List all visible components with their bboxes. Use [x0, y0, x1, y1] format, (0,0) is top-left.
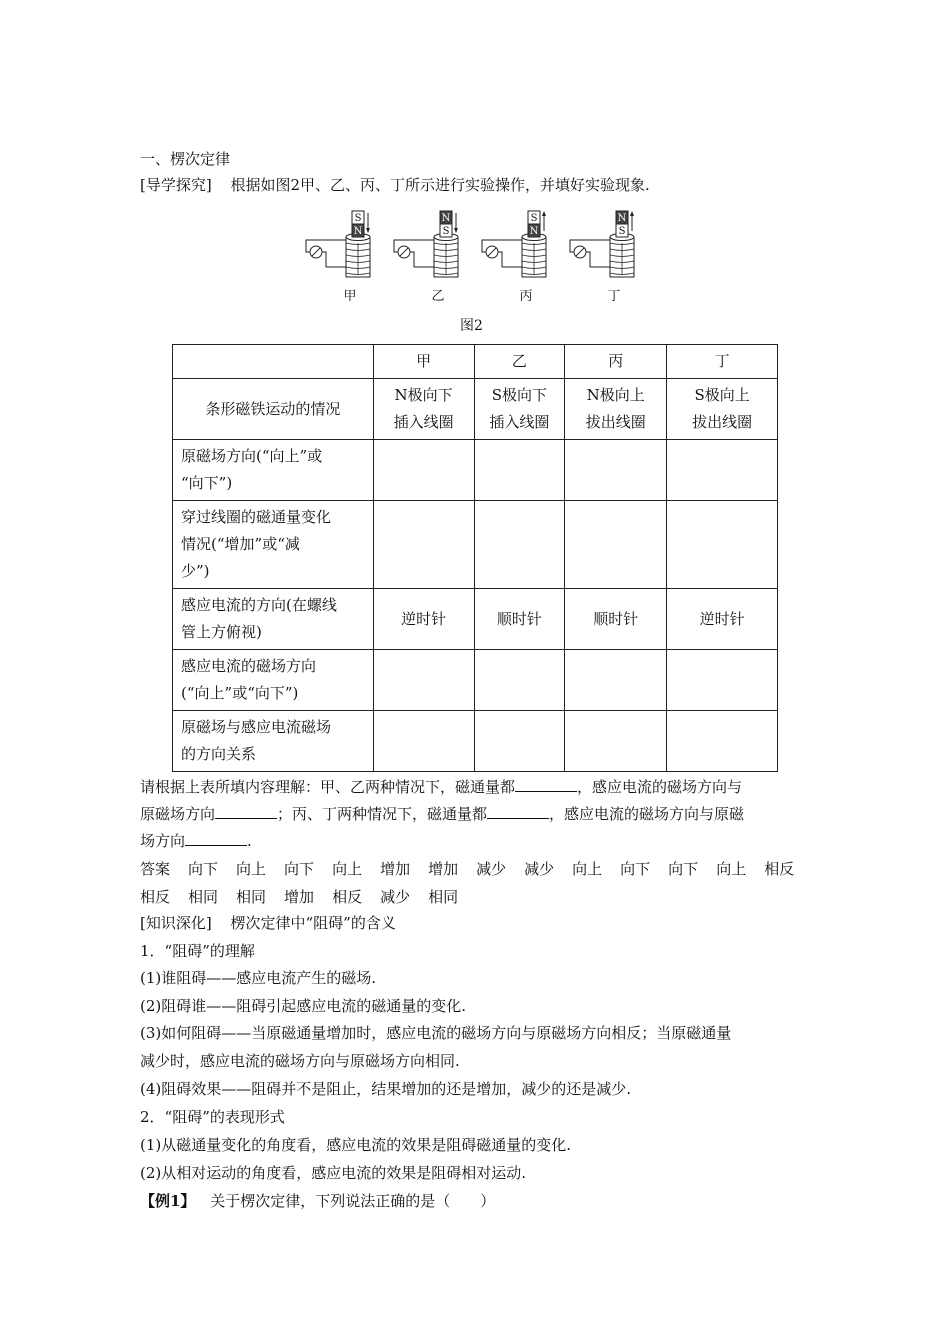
question-text: 场方向: [140, 832, 186, 850]
cell-line: 插入线圈: [489, 413, 550, 431]
header-cell: [173, 345, 374, 379]
cell-line: 情况(“增加”或“减: [181, 535, 300, 553]
cell-line: 拔出线圈: [585, 413, 646, 431]
question-text: ，感应电流的磁场方向与原磁: [549, 805, 745, 823]
answer-item: 向上: [332, 860, 363, 878]
cell-line: 感应电流的方向(在螺线: [181, 596, 337, 614]
question-text: .: [247, 832, 252, 850]
table-row: [173, 501, 778, 589]
question-line-1: [140, 776, 742, 798]
cell-line: 穿过线圈的磁通量变化: [181, 508, 332, 526]
cell-line: 感应电流的磁场方向: [181, 657, 317, 675]
row-label: [173, 501, 374, 589]
deepen-line: [140, 912, 396, 934]
answer-item: 向下: [188, 860, 219, 878]
answer-item: 相同: [428, 888, 459, 906]
magnet-pole-label: S: [618, 226, 626, 237]
answer-item: 向上: [236, 860, 267, 878]
table-cell[interactable]: [565, 650, 667, 711]
panel-label: 甲: [343, 289, 357, 304]
answer-item: 相反: [764, 860, 795, 878]
arrow-head-icon: [542, 211, 546, 216]
example-line: [140, 1190, 495, 1212]
point-text: (1)谁阻碍——感应电流产生的磁场.: [140, 969, 377, 987]
experiment-svg: [300, 205, 650, 305]
example-tag: 【例1】: [140, 1192, 196, 1210]
answer-item: 相反: [140, 888, 171, 906]
answer-item: 相同: [188, 888, 219, 906]
cell-line: (“向上”或“向下”): [181, 684, 299, 702]
answer-item: 相反: [332, 888, 363, 906]
header-cell: 乙: [474, 345, 565, 379]
header-cell: 甲: [373, 345, 474, 379]
table-row: [173, 589, 778, 650]
table-cell: 逆时针: [667, 589, 778, 650]
magnet-pole-label: N: [617, 213, 627, 224]
answer-item: 减少: [380, 888, 411, 906]
table-cell[interactable]: [565, 501, 667, 589]
table-row: [173, 650, 778, 711]
table-row: [173, 440, 778, 501]
question-text: ，感应电流的磁场方向与: [577, 778, 743, 796]
row-label: [173, 711, 374, 772]
point-text: (3)如何阻碍——当原磁通量增加时，感应电流的磁场方向与原磁场方向相反；当原磁通量: [140, 1024, 732, 1042]
answer-item: 向上: [716, 860, 747, 878]
table-cell[interactable]: [373, 650, 474, 711]
point-text: (4)阻碍效果——阻碍并不是阻止，结果增加的还是增加，减少的还是减少.: [140, 1080, 632, 1098]
question-line-2: [140, 803, 744, 825]
cell-line: “向下”): [181, 474, 233, 492]
magnet-pole-label: S: [354, 213, 362, 224]
cell-line: 少”): [181, 562, 210, 580]
table-header-row: [173, 345, 778, 379]
table-cell[interactable]: [565, 711, 667, 772]
answer-block: [140, 855, 820, 911]
row-label: 条形磁铁运动的情况: [173, 379, 374, 440]
magnet-pole-label: N: [529, 226, 539, 237]
table-cell: [373, 379, 474, 440]
table-cell[interactable]: [667, 650, 778, 711]
table-cell[interactable]: [474, 501, 565, 589]
table-cell[interactable]: [373, 711, 474, 772]
panel-label: 丙: [519, 289, 533, 304]
table-cell: [565, 379, 667, 440]
point-text: (2)从相对运动的角度看，感应电流的效果是阻碍相对运动.: [140, 1164, 527, 1182]
cell-line: N极向上: [586, 386, 645, 404]
table-cell[interactable]: [667, 711, 778, 772]
example-text: 关于楞次定律，下列说法正确的是（ ）: [210, 1192, 496, 1210]
cell-line: 原磁场与感应电流磁场: [181, 718, 332, 736]
magnet-pole-label: S: [442, 226, 450, 237]
cell-line: 插入线圈: [393, 413, 454, 431]
table-cell[interactable]: [373, 440, 474, 501]
answer-item: 向下: [284, 860, 315, 878]
answer-item: 相同: [236, 888, 267, 906]
deepen-tag: [知识深化]: [140, 914, 212, 932]
table-cell[interactable]: [667, 501, 778, 589]
point-text: (2)阻碍谁——阻碍引起感应电流的磁通量的变化.: [140, 997, 467, 1015]
table-cell[interactable]: [667, 440, 778, 501]
table-cell: 顺时针: [565, 589, 667, 650]
arrow-head-icon: [454, 228, 458, 233]
table-cell: [474, 379, 565, 440]
wire: [322, 252, 346, 267]
wire: [586, 252, 610, 267]
row-label: [173, 589, 374, 650]
blank[interactable]: [215, 804, 277, 819]
table-cell[interactable]: [373, 501, 474, 589]
cell-line: 的方向关系: [181, 745, 257, 763]
guide-line: [140, 174, 650, 196]
point-text: 减少时，感应电流的磁场方向与原磁场方向相同.: [140, 1052, 460, 1070]
table-cell: 逆时针: [373, 589, 474, 650]
experiment-table: [172, 344, 778, 772]
figure-caption: 图2: [460, 318, 483, 334]
experiment-figure: [300, 205, 650, 305]
answer-item: 减少: [476, 860, 507, 878]
answer-item: 增加: [428, 860, 459, 878]
wire: [410, 252, 434, 267]
point-text: (1)从磁通量变化的角度看，感应电流的效果是阻碍磁通量的变化.: [140, 1136, 572, 1154]
table-cell: 顺时针: [474, 589, 565, 650]
panel-label: 乙: [431, 289, 445, 304]
deepen-text: 楞次定律中“阻碍”的含义: [230, 914, 396, 932]
answer-item: 增加: [380, 860, 411, 878]
wire: [498, 252, 522, 267]
question-text: ；丙、丁两种情况下，磁通量都: [277, 805, 488, 823]
header-cell: 丁: [667, 345, 778, 379]
point-heading-1: 1．“阻碍”的理解: [140, 942, 255, 960]
answer-item: 减少: [524, 860, 555, 878]
blank[interactable]: [515, 777, 577, 792]
answer-item: 向下: [668, 860, 699, 878]
guide-text: 根据如图2甲、乙、丙、丁所示进行实验操作，并填好实验现象.: [230, 176, 650, 194]
answer-item: 向下: [620, 860, 651, 878]
blank[interactable]: [185, 831, 247, 846]
cell-line: S极向下: [491, 386, 548, 404]
table-cell: [667, 379, 778, 440]
question-text: 原磁场方向: [140, 805, 216, 823]
question-text: 请根据上表所填内容理解：甲、乙两种情况下，磁通量都: [140, 778, 516, 796]
point-heading-2: 2．“阻碍”的表现形式: [140, 1108, 285, 1126]
table-row: [173, 711, 778, 772]
cell-line: N极向下: [394, 386, 453, 404]
table-cell[interactable]: [474, 440, 565, 501]
section-title: 一、楞次定律: [140, 150, 231, 168]
table-cell[interactable]: [474, 711, 565, 772]
magnet-pole-label: N: [353, 226, 363, 237]
answer-item: 增加: [284, 888, 315, 906]
table-cell[interactable]: [565, 440, 667, 501]
cell-line: 原磁场方向(“向上”或: [181, 447, 323, 465]
cell-line: 拔出线圈: [692, 413, 753, 431]
blank[interactable]: [487, 804, 549, 819]
magnet-pole-label: S: [530, 213, 538, 224]
header-cell: 丙: [565, 345, 667, 379]
row-label: [173, 650, 374, 711]
cell-line: S极向上: [694, 386, 750, 404]
answer-item: 向上: [572, 860, 603, 878]
arrow-head-icon: [366, 228, 370, 233]
arrow-head-icon: [630, 211, 634, 216]
cell-line: 管上方俯视): [181, 623, 262, 641]
row-label: [173, 440, 374, 501]
table-cell[interactable]: [474, 650, 565, 711]
panel-label: 丁: [607, 289, 621, 304]
magnet-pole-label: N: [441, 213, 451, 224]
answer-label: 答案: [140, 860, 171, 878]
guide-tag: [导学探究]: [140, 176, 212, 194]
table-row: [173, 379, 778, 440]
question-line-3: [140, 830, 252, 852]
